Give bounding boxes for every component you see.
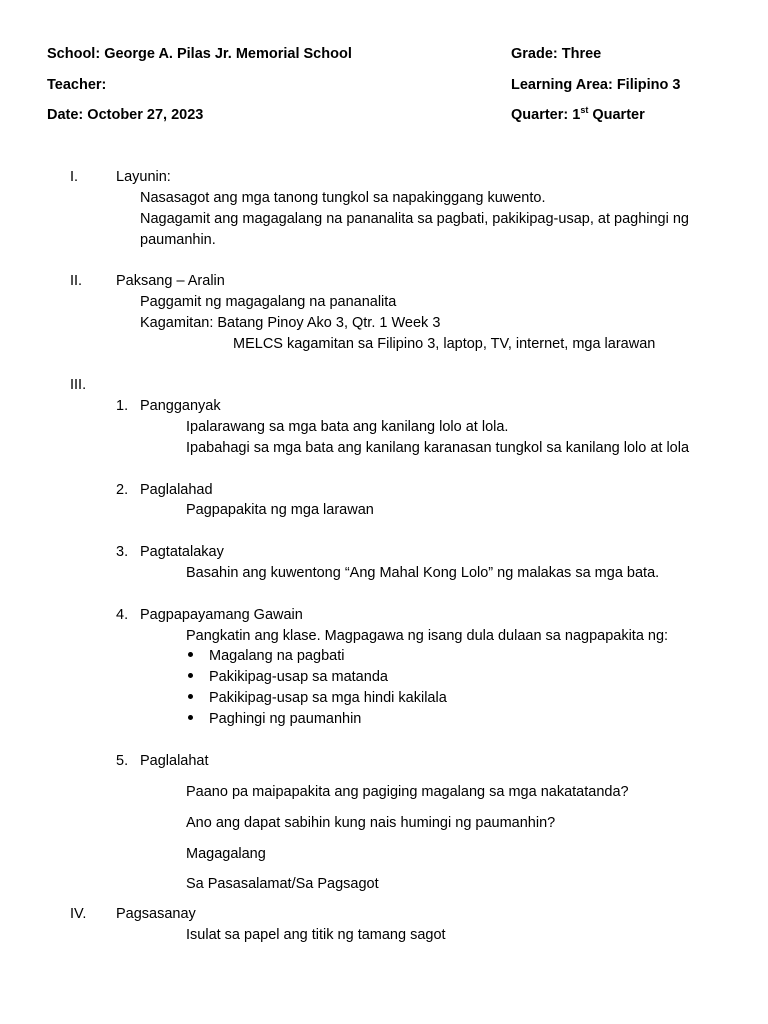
procedure-number: 1. — [116, 398, 129, 414]
bullet-item: Pakikipag-usap sa mga hindi kakilala — [209, 690, 447, 706]
quarter-label — [511, 106, 645, 124]
grade-label: Grade: Three — [511, 46, 602, 62]
section-title-paksang-aralin: Paksang – Aralin — [116, 273, 225, 289]
quarter-suffix: Quarter — [588, 107, 645, 123]
school-label: School: George A. Pilas Jr. Memorial School — [47, 46, 352, 62]
teacher-label: Teacher: — [47, 77, 107, 93]
section-title-pagsasanay: Pagsasanay — [116, 906, 196, 922]
quarter-prefix: Quarter: 1 — [511, 107, 581, 123]
procedure-line: Ano ang dapat sabihin kung nais humingi ng paumanhin? — [186, 815, 556, 831]
section-numeral-4: IV. — [70, 906, 87, 922]
procedure-title-pagtatalakay: Pagtatalakay — [140, 544, 224, 560]
objective-line: Nasasagot ang mga tanong tungkol sa napakinggang kuwento. — [140, 190, 546, 206]
bullet-icon — [188, 673, 193, 678]
quarter-superscript: st — [580, 105, 589, 116]
objective-line: paumanhin. — [140, 232, 216, 248]
bullet-icon — [188, 715, 193, 720]
procedure-number: 4. — [116, 607, 129, 623]
section-numeral-3: III. — [70, 377, 87, 393]
bullet-icon — [188, 652, 193, 657]
procedure-line: Magagalang — [186, 846, 266, 862]
objective-line: Nagagamit ang magagalang na pananalita sa pagbati, pakikipag-usap, at paghingi ng — [140, 211, 689, 227]
section-numeral-1: I. — [70, 169, 79, 185]
procedure-title-paglalahad: Paglalahad — [140, 482, 213, 498]
procedure-line: Paano pa maipapakita ang pagiging magalang sa mga nakatatanda? — [186, 784, 629, 800]
procedure-line: Ipalarawang sa mga bata ang kanilang lolo at lola. — [186, 419, 509, 435]
procedure-line: Pangkatin ang klase. Magpagawa ng isang dula dulaan sa nagpapakita ng: — [186, 628, 669, 644]
procedure-title-pagpapayamang-gawain: Pagpapayamang Gawain — [140, 607, 303, 623]
bullet-item: Magalang na pagbati — [209, 648, 345, 664]
materials-line: Kagamitan: Batang Pinoy Ako 3, Qtr. 1 Week 3 — [140, 315, 441, 331]
procedure-line: Sa Pasasalamat/Sa Pagsagot — [186, 876, 379, 892]
section-title-layunin: Layunin: — [116, 169, 171, 185]
procedure-line: Basahin ang kuwentong “Ang Mahal Kong Lolo” ng malakas sa mga bata. — [186, 565, 660, 581]
procedure-title-paglalahat: Paglalahat — [140, 753, 209, 769]
procedure-line: Pagpapakita ng mga larawan — [186, 502, 374, 518]
section-numeral-2: II. — [70, 273, 83, 289]
exercise-line: Isulat sa papel ang titik ng tamang sagot — [186, 927, 446, 943]
procedure-number: 2. — [116, 482, 129, 498]
procedure-title-pangganyak: Pangganyak — [140, 398, 221, 414]
procedure-line: Ipabahagi sa mga bata ang kanilang karanasan tungkol sa kanilang lolo at lola — [186, 440, 690, 456]
topic-line: Paggamit ng magagalang na pananalita — [140, 294, 397, 310]
procedure-number: 5. — [116, 753, 129, 769]
materials-line: MELCS kagamitan sa Filipino 3, laptop, TV, internet, mga larawan — [233, 336, 656, 352]
bullet-item: Paghingi ng paumanhin — [209, 711, 362, 727]
bullet-icon — [188, 694, 193, 699]
learning-area-label: Learning Area: Filipino 3 — [511, 77, 681, 93]
bullet-item: Pakikipag-usap sa matanda — [209, 669, 388, 685]
procedure-number: 3. — [116, 544, 129, 560]
date-label: Date: October 27, 2023 — [47, 107, 204, 123]
